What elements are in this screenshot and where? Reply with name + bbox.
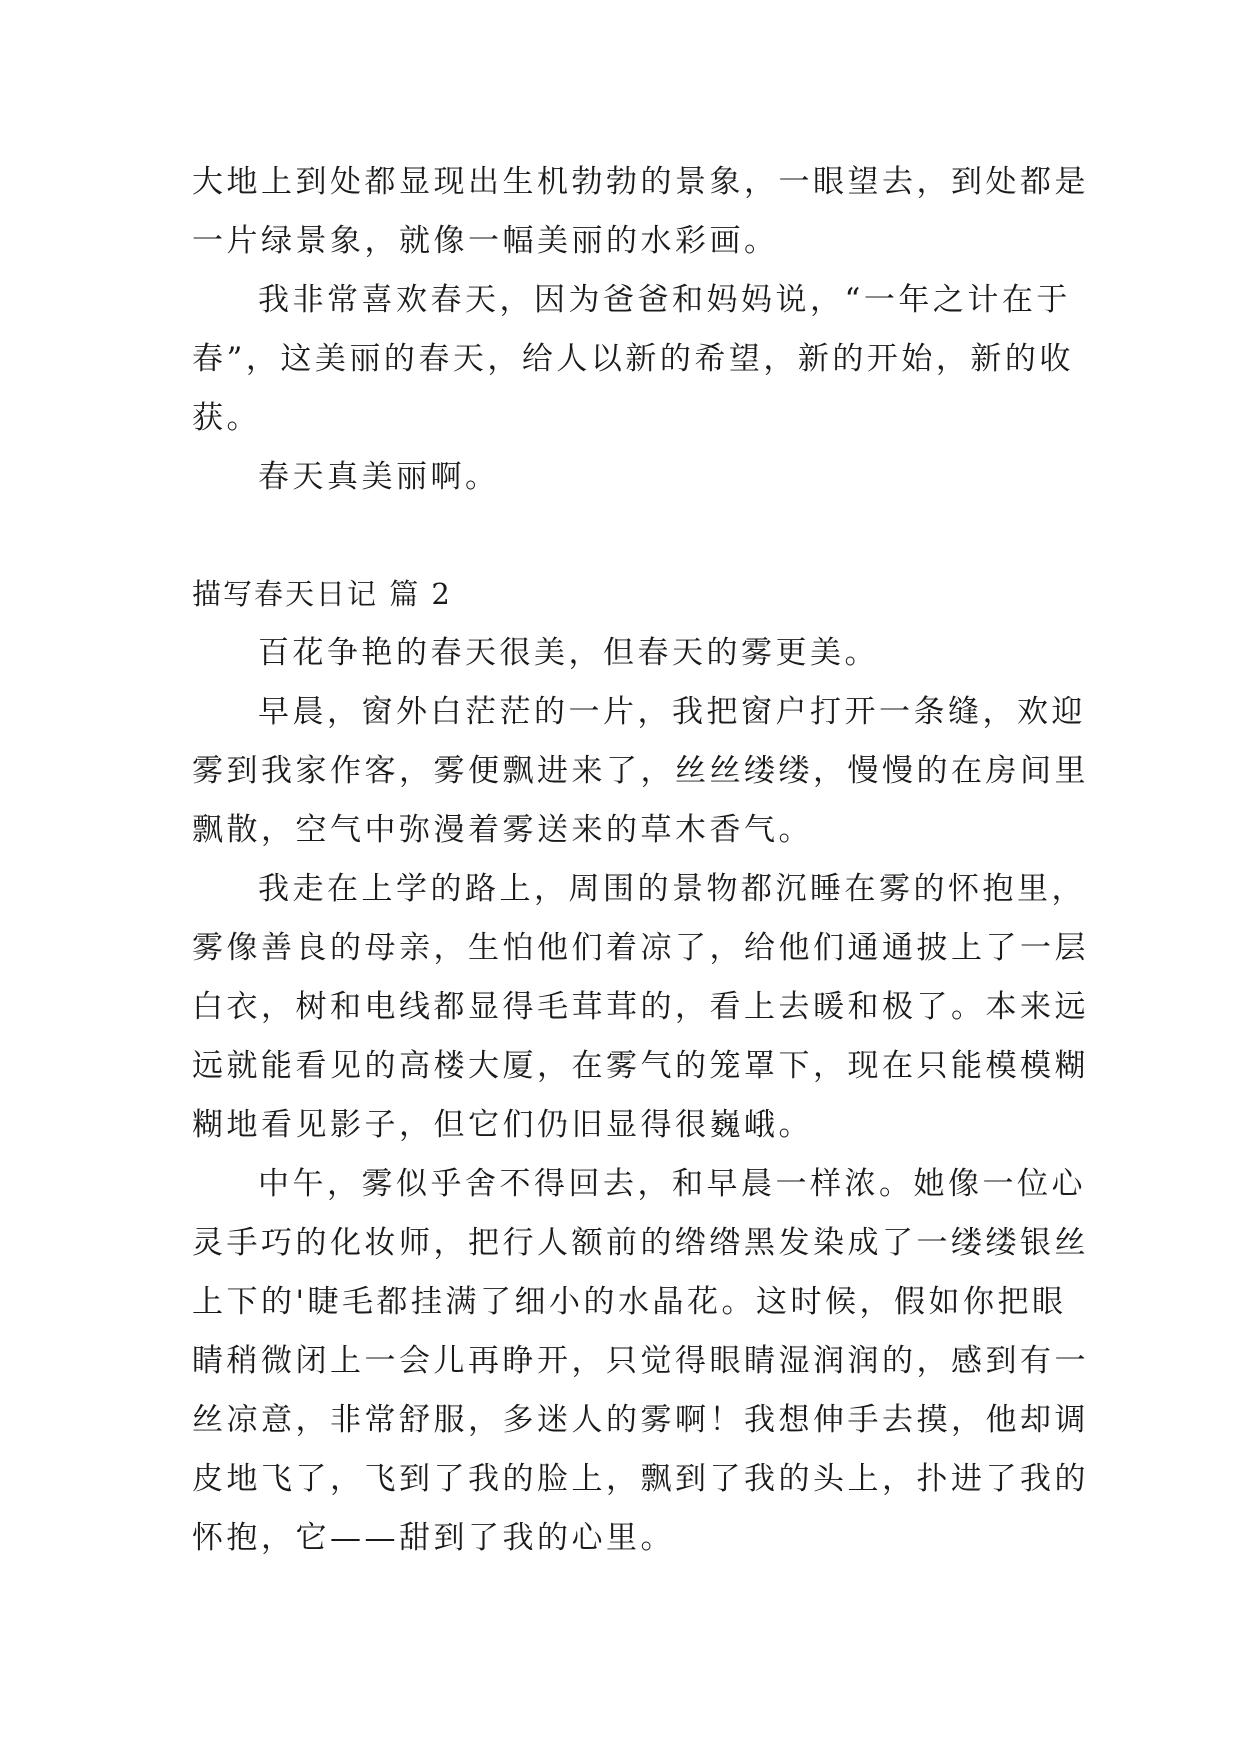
- paragraph-line: 我非常喜欢春天，因为爸爸和妈妈说，“一年之计在于: [258, 282, 1071, 318]
- section-heading: 描写春天日记 篇 2: [192, 577, 452, 611]
- section-1-text: [192, 153, 1089, 507]
- paragraph-line: 春”，这美丽的春天，给人以新的希望，新的开始，新的收: [192, 341, 1074, 377]
- paragraph-line: 百花争艳的春天很美，但春天的雾更美。: [258, 635, 879, 671]
- paragraph-line: 远就能看见的高楼大厦，在雾气的笼罩下，现在只能模模糊: [192, 1048, 1089, 1084]
- section-2-text: [192, 624, 1089, 1568]
- paragraph-line: 白衣，树和电线都显得毛茸茸的，看上去暖和极了。本来远: [192, 989, 1089, 1025]
- paragraph-line: 雾到我家作客，雾便飘进来了，丝丝缕缕，慢慢的在房间里: [192, 753, 1089, 789]
- paragraph-line: 中午，雾似乎舍不得回去，和早晨一样浓。她像一位心: [258, 1166, 1086, 1202]
- paragraph-line: 丝凉意，非常舒服，多迷人的雾啊！我想伸手去摸，他却调: [192, 1402, 1089, 1438]
- paragraph-line: 怀抱，它——甜到了我的心里。: [192, 1520, 675, 1556]
- paragraph-line: 获。: [192, 400, 261, 436]
- paragraph-line: 早晨，窗外白茫茫的一片，我把窗户打开一条缝，欢迎: [258, 694, 1086, 730]
- paragraph-line: 春天真美丽啊。: [258, 459, 500, 495]
- paragraph-line: 灵手巧的化妆师，把行人额前的绺绺黑发染成了一缕缕银丝: [192, 1225, 1089, 1261]
- paragraph-line: 我走在上学的路上，周围的景物都沉睡在雾的怀抱里，: [258, 871, 1086, 907]
- paragraph-line: 一片绿景象，就像一幅美丽的水彩画。: [192, 223, 779, 259]
- paragraph-line: 上下的'睫毛都挂满了细小的水晶花。这时候，假如你把眼: [192, 1284, 1067, 1320]
- paragraph-line: 睛稍微闭上一会儿再睁开，只觉得眼睛湿润润的，感到有一: [192, 1343, 1089, 1379]
- paragraph-line: 飘散，空气中弥漫着雾送来的草木香气。: [192, 812, 813, 848]
- paragraph-line: 糊地看见影子，但它们仍旧显得很巍峨。: [192, 1107, 813, 1143]
- paragraph-line: 雾像善良的母亲，生怕他们着凉了，给他们通通披上了一层: [192, 930, 1089, 966]
- paragraph-line: 皮地飞了，飞到了我的脸上，飘到了我的头上，扑进了我的: [192, 1461, 1089, 1497]
- paragraph-line: 大地上到处都显现出生机勃勃的景象，一眼望去，到处都是: [192, 164, 1089, 200]
